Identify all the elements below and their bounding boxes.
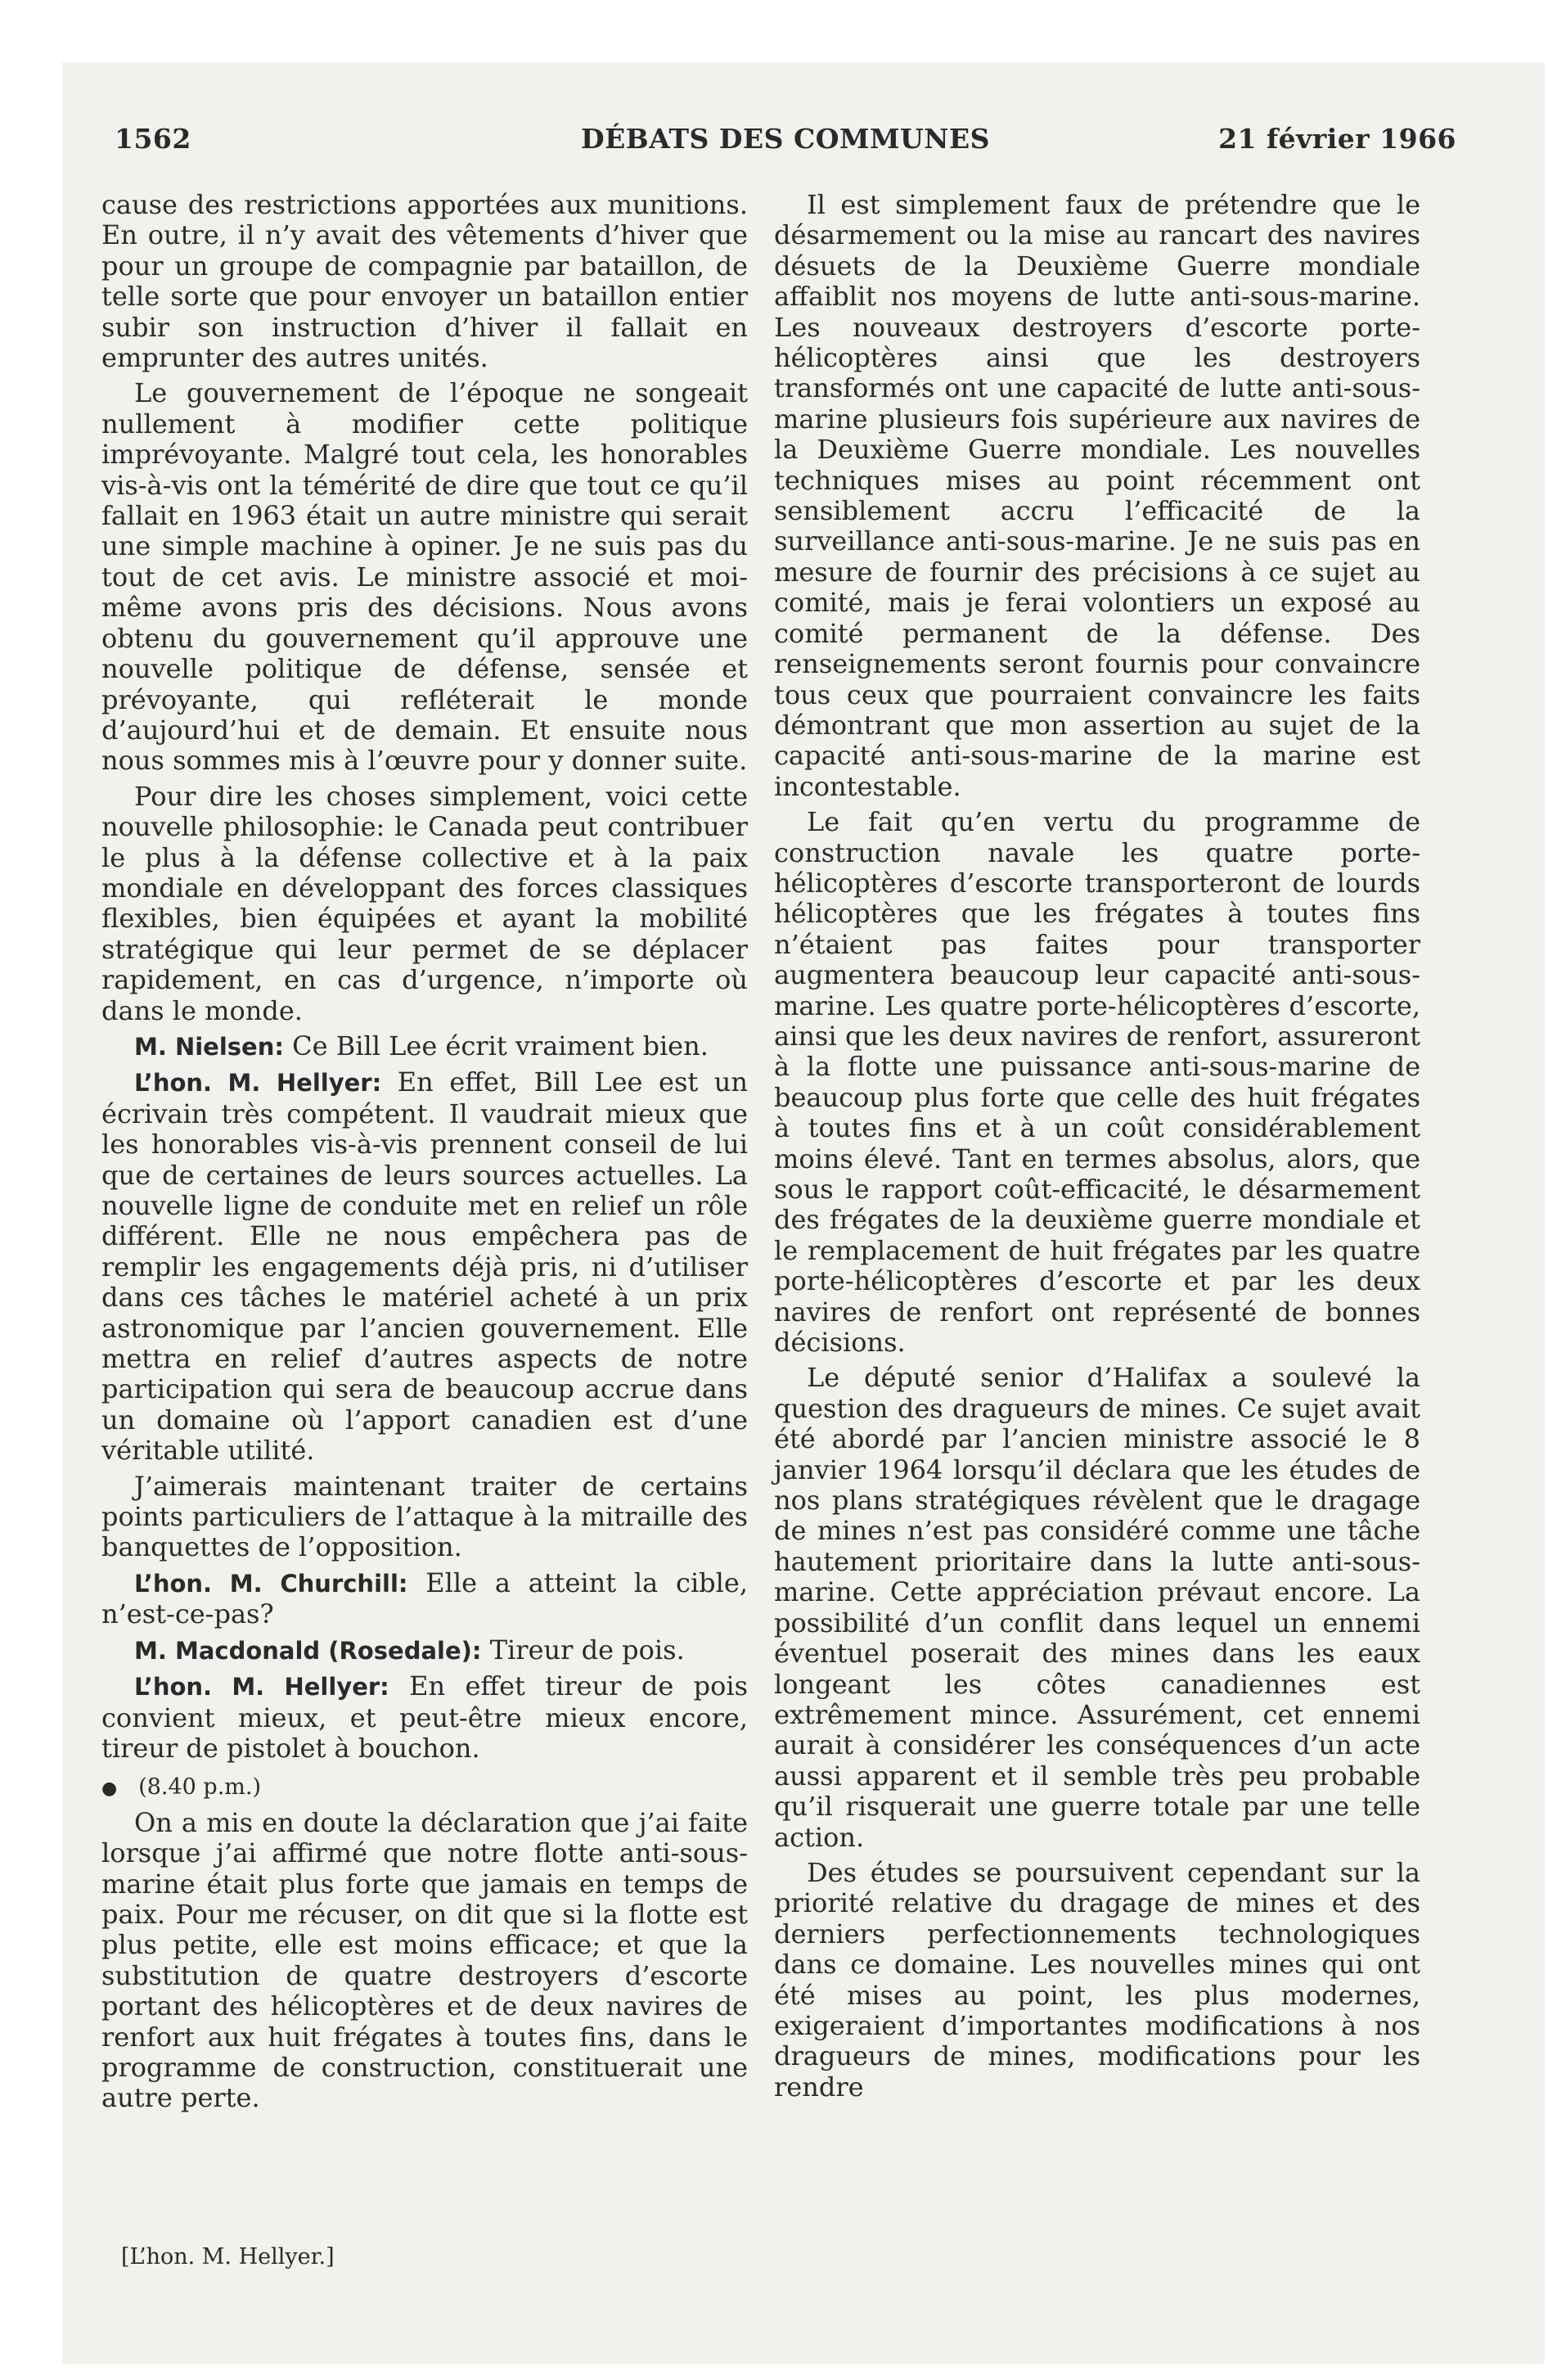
speech-text: Tireur de pois.: [489, 1634, 685, 1666]
paragraph: Il est simplement faux de prétendre que le désarmement ou la mise au rancart des navires désuets de la Deuxième Guerre mondiale affaiblit nos moyens de lutte anti-sous-marine. Les nouveaux destroyers d’escorte porte-hélicoptères ainsi que les destroyers transformés ont une capacité de lutte anti-sous-marine plusieurs fois supérieure aux navires de la Deuxième Guerre mondiale. Les nouvelles techniques mises au point récemment ont sensiblement accru l’efficacité de la surveillance anti-sous-marine. Je ne suis pas en mesure de fournir des précisions à ce sujet au comité, mais je ferai volontiers un exposé au comité permanent de la défense. Des renseignements seront fournis pour convaincre tous ceux que pourraient convaincre les faits démontrant que mon assertion au sujet de la capacité anti-sous-marine de la marine est incontestable.: [774, 189, 1420, 802]
speaker-name: L’hon. M. Churchill:: [134, 1569, 408, 1598]
paragraph: J’aimerais maintenant traiter de certains points particuliers de l’attaque à la mitraille des banquettes de l’opposition.: [101, 1470, 748, 1563]
timestamp-text: (8.40 p.m.): [138, 1774, 262, 1801]
speech: [101, 1671, 748, 1764]
speaker-name: L’hon. M. Hellyer:: [134, 1069, 382, 1098]
speaker-name: L’hon. M. Hellyer:: [134, 1673, 389, 1702]
page-date: 21 février 1966: [1218, 123, 1456, 155]
speaker-name: M. Nielsen:: [134, 1032, 284, 1061]
right-column: [774, 190, 1420, 2107]
speech-text: En effet, Bill Lee est un écrivain très compétent. Il vaudrait mieux que les honorables vis-à-vis prennent conseil de lui que de certaines de leurs sources actuelles. La nouvelle ligne de conduite met en relief un rôle différent. Elle ne nous empêchera pas de remplir les engagements déjà pris, ni d’utiliser dans ces tâches le matériel acheté à un prix astronomique par l’ancien gouvernement. Elle mettra en relief d’autres aspects de notre participation qui sera de beaucoup accrue dans un domaine où l’apport canadien est d’une véritable utilité.: [101, 1066, 749, 1467]
paragraph: On a mis en doute la déclaration que j’ai faite lorsque j’ai affirmé que notre flotte anti-sous-marine était plus forte que jamais en temps de paix. Pour me récuser, on dit que si la flotte est plus petite, elle est moins efficace; et que la substitution de quatre destroyers d’escorte portant des hélicoptères et de deux navires de renfort aux huit frégates à toutes fins, dans le programme de construction, constituerait une autre perte.: [101, 1806, 748, 2114]
paragraph: Le gouvernement de l’époque ne songeait nullement à modifier cette politique imprévoyante. Malgré tout cela, les honorables vis-à-vis ont la témérité de dire que tout ce qu’il fallait en 1963 était un autre ministre qui serait une simple machine à opiner. Je ne suis pas du tout de cet avis. Le ministre associé et moi-même avons pris des décisions. Nous avons obtenu du gouvernement qu’il approuve une nouvelle politique de défense, sensée et prévoyante, qui refléterait le monde d’aujourd’hui et de demain. Et ensuite nous nous sommes mis à l’œuvre pour y donner suite.: [101, 377, 748, 777]
speech: [101, 1568, 748, 1630]
speech-text: Ce Bill Lee écrit vraiment bien.: [292, 1030, 709, 1062]
speech-text: Elle a atteint la cible, n’est-ce-pas?: [101, 1566, 749, 1630]
speech-text: En effet tireur de pois convient mieux, et peut-être mieux encore, tireur de pistolet à bouchon.: [101, 1670, 749, 1764]
paragraph: Le fait qu’en vertu du programme de construction navale les quatre porte-hélicoptères d’escorte transporteront de lourds hélicoptères que les frégates à toutes fins n’étaient pas faites pour transporter augmentera beaucoup leur capacité anti-sous-marine. Les quatre porte-hélicoptères d’escorte, ainsi que les deux navires de renfort, assureront à la flotte une puissance anti-sous-marine de beaucoup plus forte que celle des huit frégates à toutes fins et à un coût considérablement moins élevé. Tant en termes absolus, alors, que sous le rapport coût-efficacité, le désarmement des frégates de la deuxième guerre mondiale et le remplacement de huit frégates par les quatre porte-hélicoptères d’escorte et par les deux navires de renfort ont représenté de bonnes décisions.: [774, 806, 1420, 1359]
bullet-icon: ●: [101, 1778, 118, 1800]
speaker-name: M. Macdonald (Rosedale):: [134, 1636, 482, 1665]
speaker-reference: [L’hon. M. Hellyer.]: [121, 2244, 335, 2270]
speech: [101, 1031, 748, 1062]
paragraph: Le député senior d’Halifax a soulevé la question des dragueurs de mines. Ce sujet avait été abordé par l’ancien ministre associé le 8 janvier 1964 lorsqu’il déclara que les études de nos plans stratégiques révèlent que le dragage de mines n’est pas considéré comme une tâche hautement prioritaire dans la lutte anti-sous-marine. Cette appréciation prévaut encore. La possibilité d’un conflit dans lequel un ennemi éventuel poserait des mines dans les eaux longeant les côtes canadiennes est extrêmement mince. Assurément, cet ennemi aurait à considérer les conséquences d’un acte aussi apparent et il semble très peu probable qu’il risquerait une guerre totale par une telle action.: [774, 1362, 1420, 1853]
page-header: [115, 123, 1456, 172]
paragraph: Pour dire les choses simplement, voici cette nouvelle philosophie: le Canada peut contribuer le plus à la défense collective et à la paix mondiale en développant des forces classiques flexibles, bien équipées et ayant la mobilité stratégique qui leur permet de se déplacer rapidement, en cas d’urgence, n’importe où dans le monde.: [101, 780, 748, 1026]
speech: [101, 1067, 748, 1466]
timestamp-marker: [101, 1772, 748, 1804]
page-title: DÉBATS DES COMMUNES: [581, 123, 990, 155]
left-column: [101, 190, 748, 2119]
paragraph: cause des restrictions apportées aux munitions. En outre, il n’y avait des vêtements d’hiver que pour un groupe de compagnie par bataillon, de telle sorte que pour envoyer un bataillon entier subir son instruction d’hiver il fallait en emprunter des autres unités.: [101, 189, 748, 374]
paragraph: Des études se poursuivent cependant sur la priorité relative du dragage de mines et des derniers perfectionnements technologiques dans ce domaine. Les nouvelles mines qui ont été mises au point, les plus modernes, exigeraient d’importantes modifications à nos dragueurs de mines, modifications pour les rendre: [774, 1856, 1420, 2103]
page-number: 1562: [115, 123, 191, 155]
speech: [101, 1635, 748, 1666]
